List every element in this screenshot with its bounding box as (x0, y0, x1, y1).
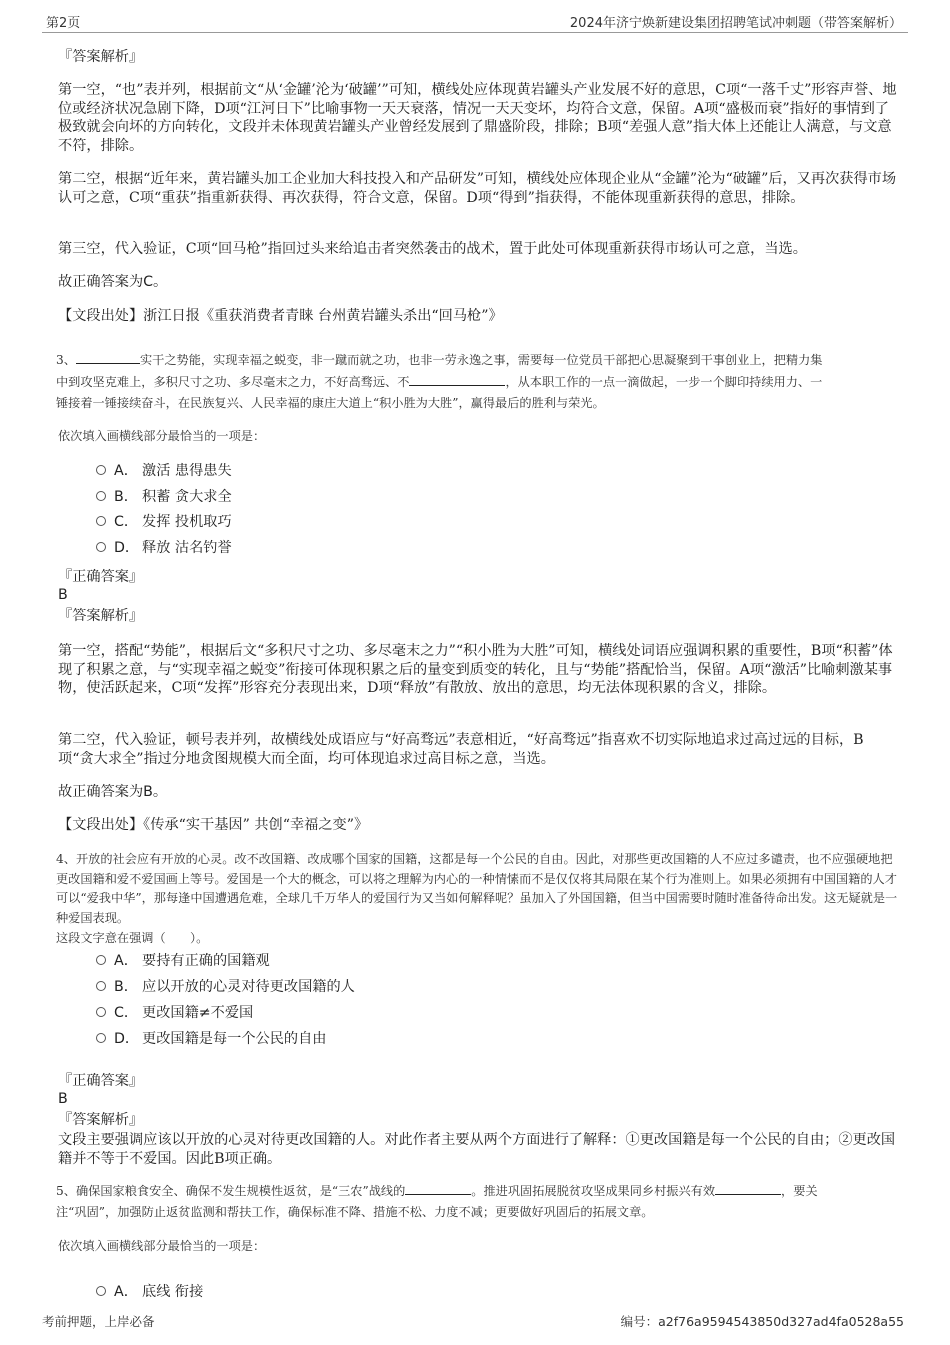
q3-blank-1 (76, 349, 140, 364)
q3-conclusion: 故正确答案为B。 (58, 784, 168, 800)
q3-stem-line2: 中到攻坚克难上，多积尺寸之功、多尽毫末之力，不好高骛远、不 (56, 375, 410, 389)
q2-conclusion: 故正确答案为C。 (58, 274, 168, 290)
q3-analysis-p1: 第一空，搭配“势能”，根据后文“多积尺寸之功、多尽毫末之力”“积小胜为大胜”可知，横线处词语应强调积累的重要性，B项“积蓄”体现了积累之意，与“实现幸福之蜕变”衔接可体现积累之后的量变到质变的转化，且与“势能”搭配恰当，保留。A项“激活”比喻刺激某事物，使活跃起来，C项“发挥”形容充分表现出来，D项“释放”有散放、放出的意思，均无法体现积累的含义，排除。 (58, 643, 893, 696)
q3-correct-answer: B (58, 587, 68, 603)
q3-analysis-p2: 第二空，代入验证，顿号表并列，故横线处成语应与“好高骛远”表意相近，“好高骛远”指喜欢不切实际地追求过高过远的目标，B项“贪大求全”指过分地贪图规模大而全面，均可体现追求过高目标之意，当选。 (58, 732, 864, 767)
q4-option-c[interactable]: C． 更改国籍≠不爱国 (96, 1003, 253, 1023)
q2-analysis-p3: 第三空，代入验证，C项“回马枪”指回过头来给追击者突然袭击的战术，置于此处可体现重新获得市场认可之意，当选。 (58, 241, 807, 257)
page-footer (42, 1312, 908, 1332)
q3-option-d[interactable]: D． 释放 沽名钓誉 (96, 538, 232, 558)
q3-stem-line1: 实干之势能，实现幸福之蜕变，非一蹴而就之功，也非一劳永逸之事，需要每一位党员干部把心思凝聚到干事创业上，把精力集 (139, 353, 823, 367)
footer-slogan: 考前押题，上岸必备 (42, 1314, 155, 1329)
q5-stem-line1b: 。推进巩固拓展脱贫攻坚成果同乡村振兴有效 (471, 1184, 716, 1198)
q3-number: 3、 (56, 353, 76, 367)
document-title: 2024年济宁焕新建设集团招聘笔试冲刺题（带答案解析） (569, 16, 902, 31)
q5-blank-2 (715, 1180, 781, 1195)
document-id: 编号：a2f76a9594543850d327ad4fa0528a55 (620, 1314, 904, 1329)
q3-analysis-label: 『答案解析』 (58, 608, 144, 624)
radio-icon[interactable] (96, 1007, 106, 1017)
radio-icon[interactable] (96, 981, 106, 991)
q4-analysis-text: 文段主要强调应该以开放的心灵对待更改国籍的人。对此作者主要从两个方面进行了解释：①更改国籍是每一个公民的自由；②更改国籍并不等于不爱国。因此B项正确。 (58, 1132, 896, 1167)
q4-stem-text: 开放的社会应有开放的心灵。改不改国籍、改成哪个国家的国籍，这都是每一个公民的自由。因此，对那些更改国籍的人不应过多谴责，也不应强硬地把更改国籍和爱不爱国画上等号。爱国是一个大的概念，可以将之理解为内心的一种情愫而不是仅仅将其局限在某个行为准则上。如果必须拥有中国国籍的人才可以“爱我中华”，那每逢中国遭遇危难，全球几千万华人的爱国行为又当如何解释呢？虽加入了外国国籍，但当中国需要时随时准备待命出发。这无疑就是一种爱国表现。 (56, 852, 898, 925)
page-number: 第2页 (46, 16, 81, 31)
q3-correct-label: 『正确答案』 (58, 569, 144, 585)
q5-blank-1 (405, 1180, 471, 1195)
q5-stem-line2: 注“巩固”，加强防止返贫监测和帮扶工作，确保标准不降、措施不松、力度不减；更要做好巩固后的拓展文章。 (56, 1205, 654, 1219)
q4-stem (56, 850, 901, 928)
q4-correct-label: 『正确答案』 (58, 1073, 144, 1089)
q2-analysis-p2: 第二空，根据“近年来，黄岩罐头加工企业加大科技投入和产品研发”可知，横线处应体现企业从“金罐”沦为“破罐”后，又再次获得市场认可之意，C项“重获”指重新获得、再次获得，符合文意，保留。D项“得到”指获得，不能体现重新获得的意思，排除。 (58, 171, 897, 206)
q4-number: 4、 (56, 852, 76, 866)
q3-option-c[interactable]: C． 发挥 投机取巧 (96, 512, 232, 532)
q4-option-b[interactable]: B． 应以开放的心灵对待更改国籍的人 (96, 977, 355, 997)
q5-number: 5、 (56, 1184, 76, 1198)
q3-prompt: 依次填入画横线部分最恰当的一项是： (58, 429, 266, 443)
q4-prompt: 这段文字意在强调（ ）。 (56, 931, 209, 945)
radio-icon[interactable] (96, 955, 106, 965)
q3-stem-line3: 锤接着一锤接续奋斗，在民族复兴、人民幸福的康庄大道上“积小胜为大胜”，赢得最后的胜利与荣光。 (56, 396, 605, 410)
q5-stem-line1a: 确保国家粮食安全、确保不发生规模性返贫，是“三农”战线的 (75, 1184, 406, 1198)
q2-source: 【文段出处】浙江日报《重获消费者青睐 台州黄岩罐头杀出“回马枪”》 (58, 308, 503, 324)
q4-option-d[interactable]: D． 更改国籍是每一个公民的自由 (96, 1029, 326, 1049)
q2-analysis-p1: 第一空，“也”表并列，根据前文“从‘金罐’沦为‘破罐’”可知，横线处应体现黄岩罐头产业发展不好的意思，C项“一落千丈”形容声誉、地位或经济状况急剧下降，D项“江河日下”比喻事物一天天衰落，情况一天天变坏，均符合文意，保留。A项“盛极而衰”指好的事情到了极致就会向坏的方向转化，文段并未体现黄岩罐头产业曾经发展到了鼎盛阶段，排除；B项“差强人意”指大体上还能让人满意，与文意不符，排除。 (58, 82, 897, 154)
radio-icon[interactable] (96, 1033, 106, 1043)
q5-stem (56, 1180, 901, 1223)
page-header (42, 10, 908, 33)
q3-source: 【文段出处】《传承“实干基因” 共创“幸福之变”》 (58, 817, 369, 833)
radio-icon[interactable] (96, 1286, 106, 1296)
q4-option-a[interactable]: A． 要持有正确的国籍观 (96, 951, 270, 971)
radio-icon[interactable] (96, 465, 106, 475)
q3-option-a[interactable]: A． 激活 患得患失 (96, 461, 232, 481)
radio-icon[interactable] (96, 542, 106, 552)
q2-analysis-label: 『答案解析』 (58, 49, 144, 65)
q4-correct-answer: B (58, 1091, 68, 1107)
q4-analysis-label: 『答案解析』 (58, 1112, 144, 1128)
radio-icon[interactable] (96, 491, 106, 501)
q3-stem-line2b: ，从本职工作的一点一滴做起，一步一个脚印持续用力、一 (505, 375, 823, 389)
q5-prompt: 依次填入画横线部分最恰当的一项是： (58, 1239, 266, 1253)
q5-stem-line1c: ，要关 (781, 1184, 818, 1198)
q5-option-a[interactable]: A． 底线 衔接 (96, 1282, 203, 1302)
q3-blank-2 (409, 371, 505, 386)
q3-option-b[interactable]: B． 积蓄 贪大求全 (96, 487, 232, 507)
radio-icon[interactable] (96, 516, 106, 526)
q3-stem (56, 349, 901, 414)
